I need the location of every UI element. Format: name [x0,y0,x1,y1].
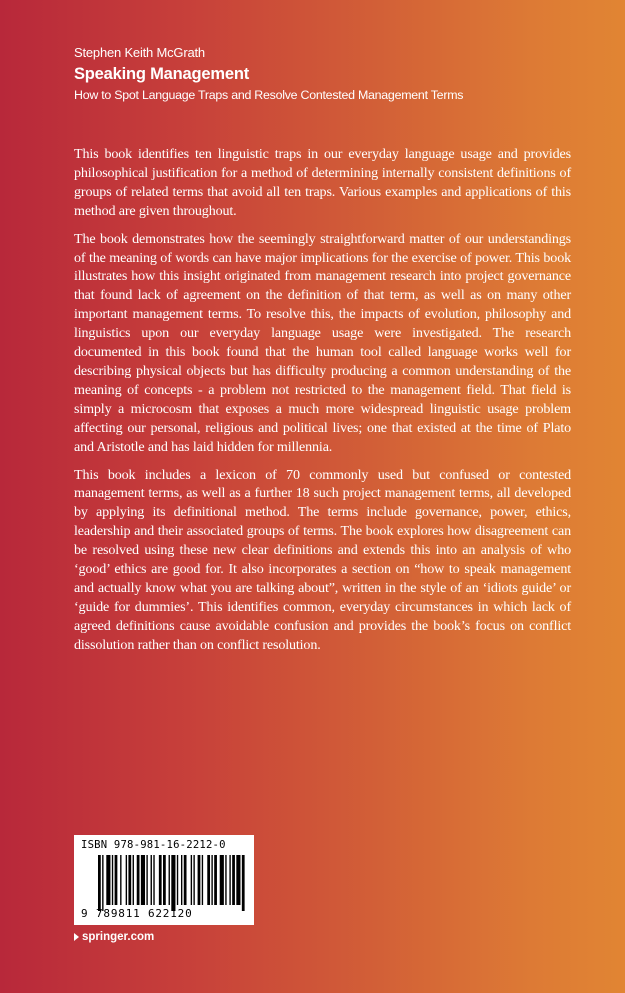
barcode-bar [198,855,201,905]
barcode-bar [169,855,170,905]
ean-first-digit: 9 [81,907,88,920]
barcode-bar [163,855,166,905]
barcode-bar [106,855,110,905]
barcode-bar [214,855,217,905]
barcode-bar [232,855,235,905]
barcode-bar [112,855,113,905]
author-name: Stephen Keith McGrath [74,45,205,60]
barcode-bar [242,855,245,911]
publisher-link-text: springer.com [82,931,155,943]
barcode-bar [141,855,145,905]
barcode-bar [151,855,152,905]
barcode-bar [126,855,127,905]
blurb [74,145,571,664]
barcode-bar [98,855,101,911]
barcode-bar [207,855,210,905]
barcode-bar [202,855,203,905]
barcode-bar [137,855,140,905]
barcode-bar [229,855,230,905]
isbn-label: ISBN 978-981-16-2212-0 [81,839,226,851]
barcode-bar [159,855,162,905]
cover-header [74,45,594,103]
book-title: Speaking Management [74,65,249,83]
barcode-bar [171,855,175,911]
blurb-paragraph-1: This book identifies ten linguistic traps in our everyday language usage and provides philosophical justification for a method of determining internally consistent definitions of groups of related terms that avoid all ten traps. Various examples and applications of this method are given throughout. [74,146,571,219]
barcode-bar [153,855,154,905]
barcode [98,855,246,911]
blurb-paragraph-3: This book includes a lexicon of 70 commonly used but confused or contested management terms, as well as a further 18 such project management terms, all developed by applying its definitional method. The terms include governance, power, ethics, leadership and their associated groups of terms. The book explores how disagreement can be resolved using these new clear definitions and extends this into an analysis of who ‘good’ ethics are good for. It also incorporates a section on “how to speak management and actually know what you are talking about”, written in the style of an ‘idiots guide’ or ‘guide for dummies’. This identifies common, everyday circumstances in which lack of agreed definitions cause avoidable confusion and provides the book’s focus on conflict dissolution rather than on conflict resolution. [74,466,571,653]
isbn-barcode-box [74,835,254,925]
barcode-bar [115,855,118,905]
barcode-bar [120,855,121,905]
barcode-bar [128,855,131,905]
barcode-bar [133,855,134,905]
barcode-bar [184,855,187,905]
barcode-bar [225,855,226,905]
barcode-bar [146,855,147,905]
barcode-bar [181,855,182,905]
barcode-bar [102,855,103,911]
barcode-bar [193,855,194,905]
book-subtitle: How to Spot Language Traps and Resolve Contested Management Terms [74,88,464,102]
barcode-bar [177,855,178,905]
barcode-bar [191,855,192,905]
blurb-paragraph-2: The book demonstrates how the seemingly straightforward matter of our understandings of the meaning of words can have major implications for the exercise of power. This book illustrates how this insight originated from management research into project governance that found lack of agreement on the definition of that term, as well as on many other important management terms. To resolve this, the impacts of evolution, philosophy and linguistics upon our everyday language usage were investigated. The research documented in this book found that the human tool called language works well for describing physical objects but has difficulty producing a common understanding of the meaning of concepts - a problem not restricted to the management field. That field is simply a microcosm that exposes a much more widespread linguistic usage problem affecting our personal, religious and political lives; one that existed at the time of Plato and Aristotle and has laid hidden for millennia. [74,230,571,455]
barcode-bar [211,855,212,905]
barcode-bar [220,855,224,905]
ean-digits: 789811 622120 [96,907,193,920]
arrow-right-icon [74,933,79,941]
barcode-bar [236,855,240,905]
publisher-link[interactable] [74,931,154,943]
